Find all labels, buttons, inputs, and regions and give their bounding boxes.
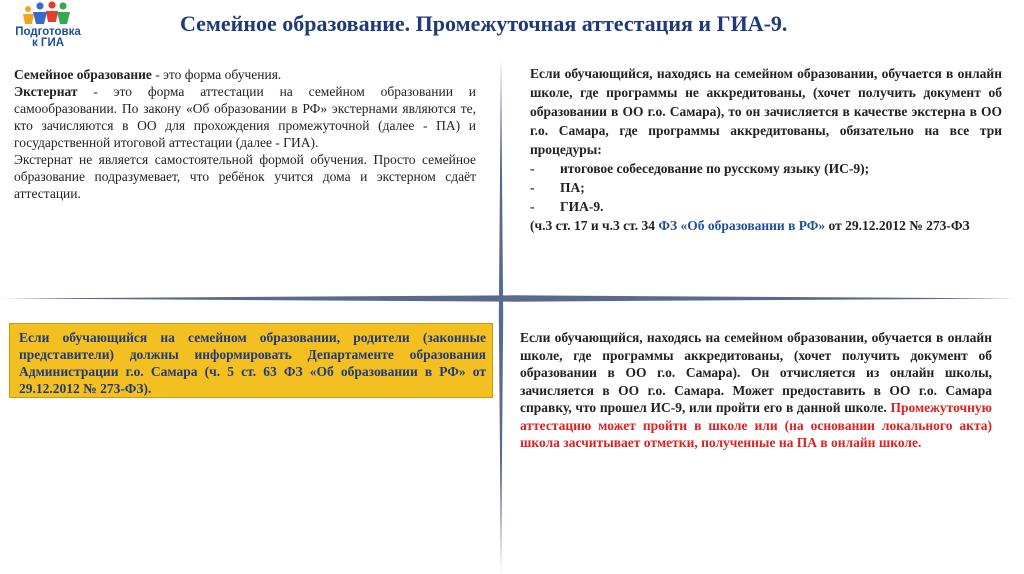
procedure-item-text: ПА; <box>560 180 585 195</box>
accredited-online-school-block <box>520 329 992 452</box>
procedure-item <box>530 178 1002 197</box>
logo-text <box>4 27 92 49</box>
term-external-study: Экстернат <box>14 84 78 99</box>
law-reference-pre: (ч.3 ст. 17 и ч.3 ст. 34 <box>530 218 659 233</box>
procedure-item-text: итоговое собеседование по русскому языку (ИС-9); <box>560 161 870 176</box>
logo-line-2: к ГИА <box>31 37 65 49</box>
definition-external-study-text: - это форма аттестации на семейном образовании и самообразовании. По закону «Об образовании в РФ» экстернами являются те, кто зачисляются в ОО для прохождения промежуточной (далее - ПА) и государственной итоговой аттестации (далее - ГИА). <box>14 84 476 150</box>
list-dash: - <box>530 161 535 176</box>
page-title: Семейное образование. Промежуточная аттестация и ГИА-9. <box>180 11 788 36</box>
law-reference-name: ФЗ «Об образовании в РФ» <box>658 218 826 233</box>
definitions-block <box>14 66 476 202</box>
accredited-text: Если обучающийся, находясь на семейном образовании, обучается в онлайн школе, где программы аккредитованы, (хочет получить документ об образовании в ОО г.о. Самара). Он отчисляется из онлайн школы, зачисляется в ОО г.о. Самара. Может предоставить в ОО г.о. Самара справку, что прошел ИС-9, или пройти его в данной школе. <box>520 330 992 415</box>
law-reference-post: от 29.12.2012 № 273-ФЗ <box>825 218 970 233</box>
definition-family-education-text: - это форма обучения. <box>151 67 282 82</box>
list-dash: - <box>530 180 535 195</box>
vertical-divider <box>497 56 505 574</box>
unaccredited-intro: Если обучающийся, находясь на семейном образовании, обучается в онлайн школе, где программы не аккредитованы, (хочет получить документ об образовании в ОО г.о. Самара), то он зачисляется в качестве экстерна в ОО г.о. Самара, где программы аккредитованы, обязательно на все три процедуры: <box>530 66 1002 157</box>
law-reference <box>530 216 1002 235</box>
procedure-item <box>530 197 1002 216</box>
parents-notice-box: Если обучающийся на семейном образовании, родители (законные представители) должны информировать Департаменте образования Администрации г.о. Самара (ч. 5 ст. 63 ФЗ «Об образовании в РФ» от 29.12.2012 № 273-ФЗ). <box>9 323 493 398</box>
external-study-note: Экстернат не является самостоятельной формой обучения. Просто семейное образование подразумевает, что ребёнок учится дома и экстерном сдаёт аттестации. <box>14 152 476 201</box>
procedure-item <box>530 159 1002 178</box>
horizontal-divider <box>0 294 1024 303</box>
procedure-item-text: ГИА-9. <box>560 199 604 214</box>
list-dash: - <box>530 199 535 214</box>
logo-line-1: Подготовка <box>15 26 81 38</box>
definition-family-education <box>14 66 476 83</box>
term-family-education: Семейное образование <box>14 67 152 82</box>
intermediate-attestation-highlight: Промежуточную аттестацию может пройти в школе или (на основании локального акта) школа засчитывает отметки, полученные на ПА в онлайн школе. <box>520 400 992 450</box>
definition-external-study <box>14 83 476 151</box>
logo <box>0 0 112 62</box>
unaccredited-online-school-block <box>530 64 1002 235</box>
